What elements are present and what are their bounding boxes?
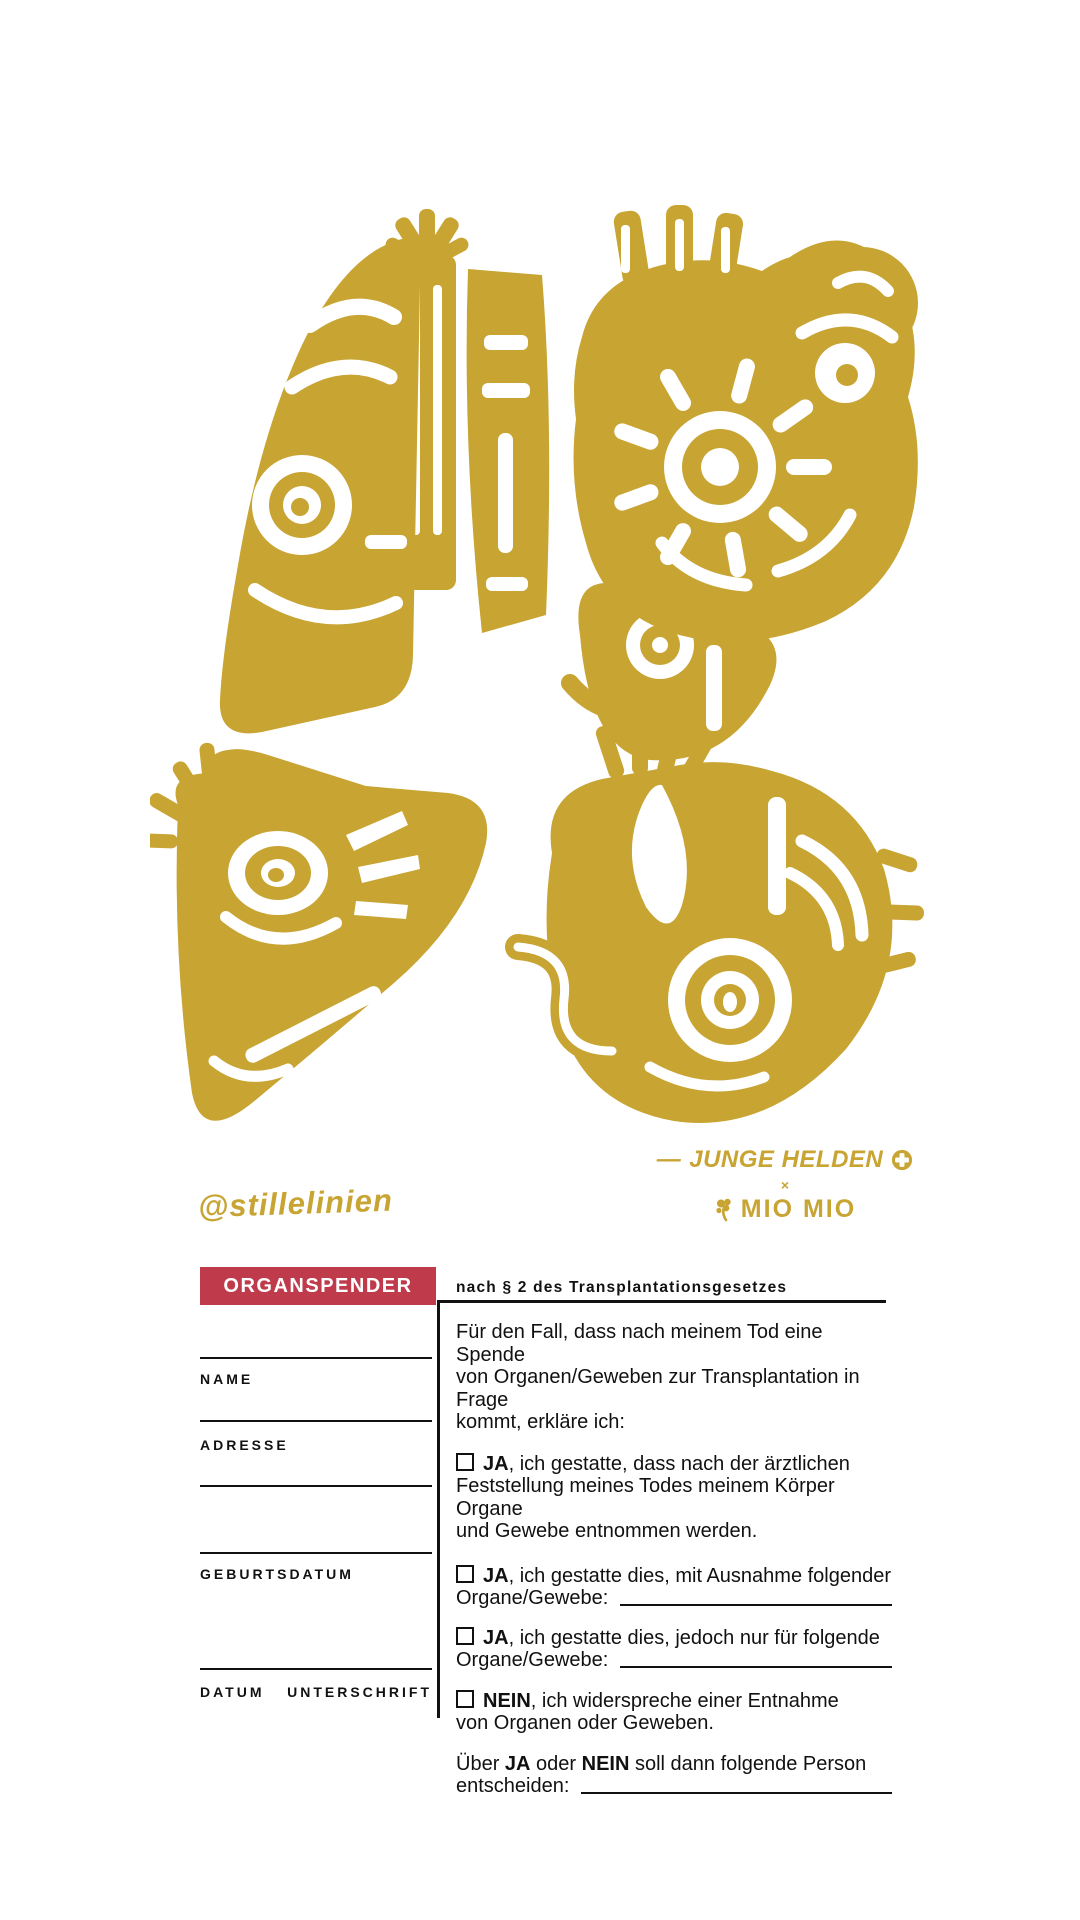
field-label-name: NAME [200,1371,254,1387]
column-divider [437,1300,440,1718]
organs-illustration-svg [150,205,925,1150]
plus-circle-icon [891,1149,913,1171]
option-ja-only: JA, ich gestatte dies, jedoch nur für folgende Organe/Gewebe: [456,1626,892,1672]
heart-illustration [574,205,918,642]
write-line-decision-person [581,1792,892,1794]
field-label-address: ADRESSE [200,1437,289,1453]
field-label-signature: UNTERSCHRIFT [287,1684,432,1700]
intro-paragraph: Für den Fall, dass nach meinem Tod eine Spende von Organen/Geweben zur Transplantation in Frage kommt, erkläre ich: [456,1321,860,1433]
write-line-name [200,1357,432,1359]
checkbox-nein[interactable] [456,1690,474,1708]
write-line-birthdate [200,1552,432,1554]
write-line-date-signature [200,1668,432,1670]
collab-x-separator: × [780,1177,790,1193]
date-signature-row [200,1684,432,1700]
option-ja-except: JA, ich gestatte dies, mit Ausnahme folgender Organe/Gewebe: [456,1564,892,1609]
field-label-birthdate: GEBURTSDATUM [200,1566,354,1582]
mio-mio-logo [630,1195,940,1224]
logo-dash: — [656,1146,682,1173]
checkbox-ja-except[interactable] [456,1565,474,1583]
field-label-date: DATUM [200,1684,265,1700]
option-ja-all: JA, ich gestatte, dass nach der ärztlichen Feststellung meines Todes meinem Körper Organe und Gewebe entnommen werden. [456,1452,850,1542]
card-subtitle: nach § 2 des Transplantationsgesetzes [456,1279,788,1296]
write-line-organs-except [620,1604,892,1606]
collab-logos [630,1146,940,1224]
option-nein: NEIN, ich widerspreche einer Entnahme von Organen oder Geweben. [456,1689,839,1734]
header-rule [437,1300,886,1303]
artist-credit: @stillelinien [197,1182,394,1225]
mio-mio-wordmark: MIO MIO [740,1195,857,1223]
mio-mio-flower-icon [714,1198,734,1222]
checkbox-ja-all[interactable] [456,1453,474,1471]
write-line-address [200,1420,432,1422]
junge-helden-wordmark: JUNGE HELDEN [689,1146,884,1173]
write-line-organs-only [620,1666,892,1668]
write-line-address-2 [200,1485,432,1487]
decision-paragraph: Über JA oder NEIN soll dann folgende Person entscheiden: [456,1753,892,1798]
checkbox-ja-only[interactable] [456,1627,474,1645]
junge-helden-logo [630,1146,940,1174]
organspender-badge: ORGANSPENDER [200,1267,436,1305]
organs-illustration [150,205,925,1150]
declaration-column [456,1321,892,1798]
liver-illustration [150,742,487,1121]
